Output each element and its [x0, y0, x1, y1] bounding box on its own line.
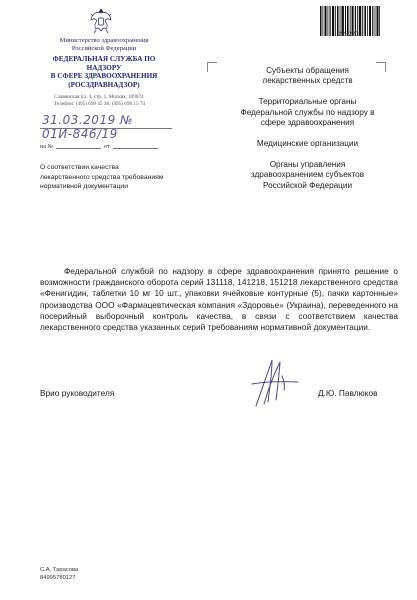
reference-line — [40, 144, 172, 150]
subject-line: нормативной документации — [40, 183, 128, 190]
letter-body: Федеральной службой по надзору в сфере здравоохранения принято решение о возможности гражданского оборота серий 131118, 141218, 151218 лекарственного средства «Фенигидин, таблетки 10 мг 10 шт., упаковки ячейковые контурные (5), пачки картонные» производства ООО «Фармацевтическая компания «Здоровье» (Украина), переведенного на посерийный выборочный контроль качества, в связи с соответствием качества лекарственного средства указанных серий требованиям нормативной документации. — [40, 266, 398, 333]
barcode-number: 2282208 — [338, 32, 362, 38]
handwritten-signature — [238, 356, 308, 410]
recipient-line: Медицинские организации — [256, 139, 359, 149]
address-line: Телефон: (495) 698 45 38; (495) 698 15 74 — [54, 101, 146, 107]
address-corner-mark — [376, 62, 386, 72]
executor-phone: 84995780127 — [40, 575, 76, 581]
handwritten-date-number: 31.03.2019 № 01И-846/19 — [42, 113, 134, 141]
recipient-line: Федеральной службы по надзору в — [240, 107, 375, 117]
signatory-title: Врио руководителя — [40, 388, 115, 398]
ref-prefix: на № — [40, 144, 54, 150]
ministry-name — [40, 37, 168, 52]
address-line: Славянская пл. 4, стр. 1, Москва, 109074 — [54, 94, 144, 100]
recipient-line: Территориальные органы — [258, 97, 357, 107]
signatory-name: Д.Ю. Павлюков — [318, 388, 378, 398]
recipient-line: Российской Федерации — [262, 180, 353, 190]
service-line: (РОСЗДРАВНАДЗОР) — [68, 80, 140, 89]
recipient-line: Субъекты обращения — [266, 66, 349, 75]
ministry-line: Министерство здравоохранения — [59, 37, 149, 44]
ref-date-rule — [113, 148, 158, 149]
executor-name: С.А. Тарасова — [40, 567, 79, 573]
subject-line: О соответствии качества — [40, 164, 119, 171]
date-number-line — [40, 113, 172, 141]
ref-number-rule — [56, 148, 101, 149]
recipient-line: здравоохранением субъектов — [250, 170, 365, 180]
recipient — [240, 139, 375, 149]
ministry-line: Российской Федерации — [71, 44, 137, 52]
subject-line: лекарственного средства требованиям — [40, 173, 164, 181]
service-line: ФЕДЕРАЛЬНАЯ СЛУЖБА ПО НАДЗОРУ — [52, 55, 156, 72]
date-underline — [40, 128, 172, 129]
address-corner-mark — [207, 62, 217, 72]
letter-subject — [40, 163, 190, 192]
recipient — [240, 160, 375, 191]
recipients-block — [240, 66, 375, 202]
recipient-line: сфере здравоохранения — [260, 117, 355, 127]
service-line: В СФЕРЕ ЗДРАВООХРАНЕНИЯ — [50, 72, 158, 80]
recipient-line: Органы управления — [269, 160, 346, 170]
recipient — [240, 97, 375, 128]
executor-block — [40, 566, 78, 582]
service-name — [40, 55, 168, 89]
address-block — [54, 94, 164, 108]
recipient — [240, 66, 375, 86]
coat-of-arms-icon — [88, 6, 114, 36]
ref-from: от — [104, 144, 110, 150]
recipient-line: лекарственных средств — [262, 76, 353, 86]
